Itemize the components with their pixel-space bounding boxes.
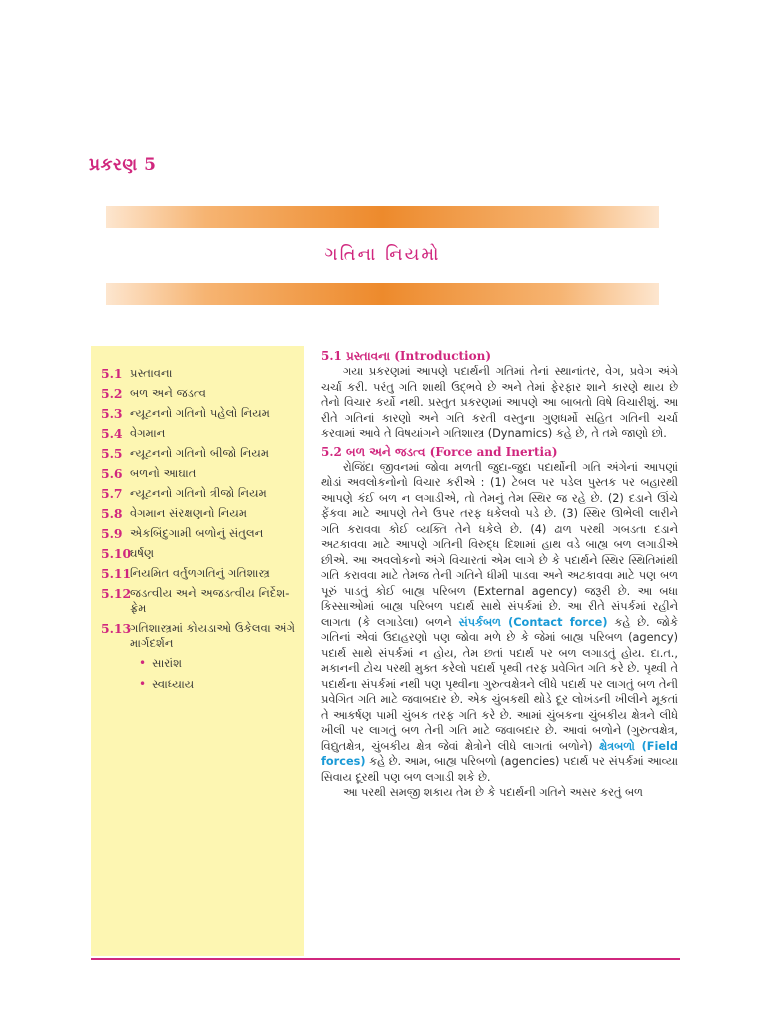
toc-item-label: ન્યૂટનનો ગતિનો બીજો નિયમ — [130, 446, 270, 460]
toc-item-label: ઘર્ષણ — [130, 546, 155, 560]
section-heading-force-inertia: 5.2 બળ અને જડત્વ (Force and Inertia) — [321, 444, 558, 459]
toc-item-number: 5.3 — [101, 406, 123, 421]
paragraph: આ પરથી સમજી શકાય તેમ છે કે પદાર્થની ગતિને અસર કરતું બળ — [343, 786, 643, 799]
toc-item-label: વેગમાન સંરક્ષણનો નિયમ — [130, 506, 248, 520]
table-of-contents — [91, 346, 304, 956]
toc-item — [101, 406, 304, 421]
toc-item-number: 5.11 — [101, 566, 132, 581]
title-band-top — [106, 206, 659, 228]
toc-item-label: એકબિંદુગામી બળોનું સંતુલન — [130, 526, 264, 540]
toc-item-number: 5.12 — [101, 586, 132, 601]
toc-item-number: 5.4 — [101, 426, 123, 441]
toc-item-number: 5.1 — [101, 366, 123, 381]
toc-subitem-label: સારાંશ — [152, 656, 183, 670]
main-content — [321, 346, 678, 801]
toc-item — [101, 386, 304, 401]
toc-item — [101, 621, 304, 651]
toc-item-label: ગતિશાસ્ત્રમાં કોયડાઓ ઉકેલવા અંગે માર્ગદર્શન — [130, 621, 296, 650]
toc-item-number: 5.7 — [101, 486, 123, 501]
highlighted-term: સંપર્કબળ (Contact force) — [458, 615, 608, 629]
toc-item — [101, 466, 304, 481]
toc-subitem — [101, 677, 304, 692]
toc-item — [101, 526, 304, 541]
toc-item — [101, 446, 304, 461]
toc-item — [101, 586, 304, 616]
toc-item-label: બળનો આઘાત — [130, 466, 197, 480]
toc-item-number: 5.8 — [101, 506, 123, 521]
toc-item — [101, 366, 304, 381]
toc-item — [101, 566, 304, 581]
highlighted-term: ક્ષેત્રબળો (Field forces) — [321, 739, 679, 768]
toc-item-number: 5.13 — [101, 621, 132, 636]
paragraph-text: કહે છે. આમ, બાહ્ય પરિબળો (agencies) પદાર્થ પર સંપર્કમાં આવ્યા સિવાય દૂરથી પણ બળ લગાડી શકે છે. — [321, 755, 679, 784]
toc-item-number: 5.9 — [101, 526, 123, 541]
toc-item-label: વેગમાન — [130, 426, 166, 440]
toc-item-label: જડત્વીય અને અજડત્વીય નિર્દેશ-ફ્રેમ — [130, 586, 290, 615]
paragraph-text: રોજિંદા જીવનમાં જોવા મળતી જુદા-જુદા પદાર્થોની ગતિ અંગેનાં આપણાં થોડાં અવલોકનોનો વિચાર કરીએ : (1) ટેબલ પર પડેલ પુસ્તક પર બહારથી આપણે કંઈ બળ ન લગાડીએ, તો તેમનું તેમ સ્થિર જ રહે છે. (2) દડાને ઊંચે ફેંકવા માટે આપણે તેને ઉપર તરફ ધકેલવો પડે છે. (3) સ્થિર ઊભેલી લારીને ગતિ કરાવવા કોઈ વ્યક્તિ તેને ધકેલે છે. (4) ઢાળ પરથી ગબડતા દડાને અટકાવવા માટે આપણે ગતિની વિરુદ્ધ દિશામાં હાથ વડે બાહ્ય બળ લગાડીએ છીએ. આ અવલોકનો અંગે વિચારતાં એમ લાગે છે કે પદાર્થને સ્થિર સ્થિતિમાંથી ગતિ કરાવવા માટે તેમજ તેની ગતિને ધીમી પાડવા અને અટકાવવા માટે પણ બળ પૂરું પાડતું કોઈ બાહ્ય પરિબળ (External agency) જરૂરી છે. આ બધા કિસ્સાઓમાં બાહ્ય પરિબળ પદાર્થ સાથે સંપર્કમાં છે. આ રીતે સંપર્કમાં રહીને લાગતા (કે લગાડેલા) બળને — [321, 460, 678, 629]
toc-list — [91, 346, 304, 692]
chapter-title: ગતિના નિયમો — [324, 244, 441, 265]
toc-item-number: 5.6 — [101, 466, 123, 481]
toc-item-label: ન્યૂટનનો ગતિનો ત્રીજો નિયમ — [130, 486, 267, 500]
bottom-rule — [91, 958, 680, 960]
toc-item-number: 5.5 — [101, 446, 123, 461]
bullet-icon: • — [139, 677, 147, 691]
toc-item-label: ન્યૂટનનો ગતિનો પહેલો નિયમ — [130, 406, 270, 420]
toc-subitem-label: સ્વાધ્યાય — [152, 677, 195, 691]
toc-item-label: બળ અને જડત્વ — [130, 386, 206, 400]
section-heading-introduction: 5.1 પ્રસ્તાવના (Introduction) — [321, 349, 492, 363]
toc-item-label: નિયમિત વર્તુળગતિનું ગતિશાસ્ત્ર — [130, 566, 270, 580]
toc-subitem — [101, 656, 304, 671]
toc-item-number: 5.2 — [101, 386, 123, 401]
toc-item — [101, 546, 304, 561]
bullet-icon: • — [139, 656, 147, 670]
toc-item-number: 5.10 — [101, 546, 132, 561]
toc-item — [101, 506, 304, 521]
toc-item — [101, 486, 304, 501]
paragraph — [321, 460, 678, 786]
title-band-bottom — [106, 283, 659, 305]
toc-item-label: પ્રસ્તાવના — [130, 366, 173, 380]
paragraph: ગયા પ્રકરણમાં આપણે પદાર્થની ગતિમાં તેનાં સ્થાનાંતર, વેગ, પ્રવેગ અંગે ચર્ચા કરી. પરંતુ ગતિ શાથી ઉદ્ભવે છે અને તેમાં ફેરફાર શાને કારણે થાય છે તેનો વિચાર કર્યો નથી. પ્રસ્તુત પ્રકરણમાં આપણે આ બાબતો વિષે વિચારીશું. આ રીતે ગતિનાં કારણો અને ગતિ કરતી વસ્તુના ગુણધર્મો સહિત ગતિની ચર્ચા કરવામાં આવે તે વિષયાંગને ગતિશાસ્ત્ર (Dynamics) કહે છે, તે તમે જાણો છો. — [321, 365, 678, 440]
toc-item — [101, 426, 304, 441]
paragraph-text: કહે છે. જોકે ગતિનાં એવાં ઉદાહરણો પણ જોવા મળે છે કે જેમાં બાહ્ય પરિબળ (agency) પદાર્થ સાથે સંપર્કમાં ન હોય, તેમ છતાં પદાર્થ પર બળ લગાડતું હોય. દા.ત., મકાનની ટોચ પરથી મુક્ત કરેલો પદાર્થ પૃથ્વી તરફ પ્રવેગિત ગતિ કરે છે. પૃથ્વી તે પદાર્થના સંપર્કમાં નથી પણ પૃથ્વીના ગુરુત્વક્ષેત્રને લીધે પદાર્થ પર લાગતું બળ તેની પ્રવેગિત ગતિ માટે જવાબદાર છે. એક ચુંબકથી થોડે દૂર લોખંડની ખીલીને મૂકતાં તે આકર્ષણ પામી ચુંબક તરફ ગતિ કરે છે. આમાં ચુંબકના ચુંબકીય ક્ષેત્રને લીધે ખીલી પર લાગતું બળ તેની ગતિ માટે જવાબદાર છે. આવાં બળોને (ગુરુત્વક્ષેત્ર, વિદ્યુતક્ષેત્ર, ચુંબકીય ક્ષેત્ર જેવાં ક્ષેત્રોને લીધે લાગતાં બળોને) — [321, 615, 678, 753]
chapter-label: પ્રકરણ 5 — [89, 155, 157, 175]
